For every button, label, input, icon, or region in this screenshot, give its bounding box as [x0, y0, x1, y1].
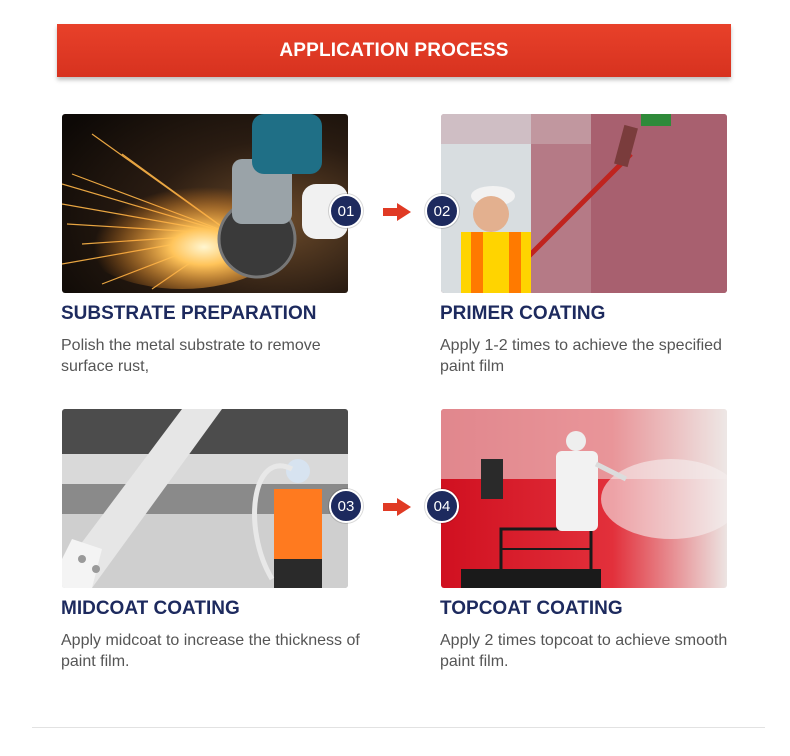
step-description-substrate-preparation: Polish the metal substrate to remove surface rust,	[61, 337, 321, 375]
page-title: APPLICATION PROCESS	[279, 39, 509, 61]
step-title-midcoat-coating: MIDCOAT COATING	[61, 598, 240, 619]
step-number-badge-01: 01	[329, 194, 363, 228]
worker-spray-steel-beam-photo	[62, 409, 348, 588]
step-description-midcoat-coating: Apply midcoat to increase the thickness of paint film.	[61, 632, 360, 670]
step-title-primer-coating: PRIMER COATING	[440, 303, 606, 324]
step-description-topcoat-coating: Apply 2 times topcoat to achieve smooth paint film.	[440, 632, 728, 670]
angle-grinder-sparks-photo	[62, 114, 348, 293]
step-description-primer-coating: Apply 1-2 times to achieve the specified paint film	[440, 337, 722, 375]
step-title-substrate-preparation: SUBSTRATE PREPARATION	[61, 303, 317, 324]
step-title-topcoat-coating: TOPCOAT COATING	[440, 598, 623, 619]
bottom-divider	[32, 727, 765, 728]
step-number-badge-02: 02	[425, 194, 459, 228]
worker-roller-painting-photo	[441, 114, 727, 293]
arrow-right-icon	[383, 203, 411, 221]
step-number-badge-03: 03	[329, 489, 363, 523]
header-banner	[57, 24, 731, 77]
arrow-right-icon	[383, 498, 411, 516]
step-number-badge-04: 04	[425, 489, 459, 523]
spray-lift-red-hull-photo	[441, 409, 727, 588]
